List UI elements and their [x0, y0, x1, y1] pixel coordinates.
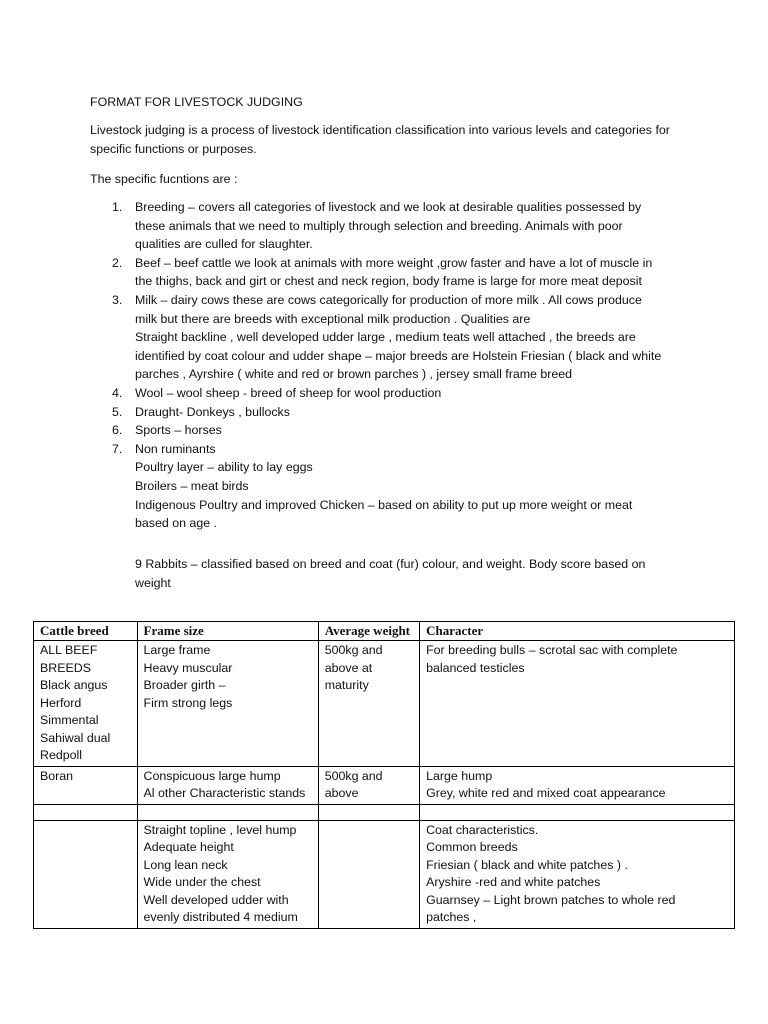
- header-average-weight: Average weight: [318, 622, 419, 641]
- function-text-line: based on age .: [135, 516, 217, 531]
- function-item: [90, 384, 690, 403]
- cell-text-line: Conspicuous large hump: [143, 768, 281, 783]
- cell-text-line: Simmental: [40, 713, 99, 727]
- cell-average-weight: [318, 804, 419, 820]
- header-character: Character: [420, 622, 735, 641]
- cell-frame-size: [137, 820, 318, 928]
- function-text-line: Sports – horses: [135, 423, 222, 438]
- cell-text-line: 500kg and: [324, 768, 383, 783]
- function-number: 6.: [112, 423, 123, 438]
- table-row: [34, 820, 735, 928]
- function-item: [90, 440, 690, 533]
- cell-text-line: For breeding bulls – scrotal sac with complete: [426, 643, 678, 657]
- cell-text-line: Broader girth –: [143, 678, 226, 692]
- cell-character: [420, 766, 735, 804]
- function-text-line: these animals that we need to multiply through selection and breeding. Animals with poor: [135, 218, 623, 233]
- cell-text-line: Common breeds: [426, 840, 518, 854]
- cell-cattle-breed: [34, 641, 138, 767]
- header-cattle-breed: Cattle breed: [34, 622, 138, 641]
- function-text-line: Poultry layer – ability to lay eggs: [135, 460, 313, 475]
- cell-text-line: Well developed udder with: [143, 892, 289, 907]
- cell-text-line: Herford: [40, 695, 82, 710]
- cell-text-line: Boran: [40, 768, 74, 783]
- function-item: [90, 254, 690, 291]
- function-text-line: qualities are culled for slaughter.: [135, 237, 313, 252]
- function-text-line: Milk – dairy cows these are cows categorically for production of more milk . All cows produce: [135, 292, 642, 307]
- function-item: [90, 403, 690, 422]
- cell-frame-size: [137, 766, 318, 804]
- cell-average-weight: [318, 641, 419, 767]
- cell-cattle-breed: [34, 804, 138, 820]
- cell-text-line: BREEDS: [40, 660, 91, 675]
- cell-text-line: Aryshire -red and white patches: [426, 875, 601, 889]
- cell-text-line: above: [324, 786, 359, 800]
- cell-text-line: Friesian ( black and white patches ) .: [426, 857, 628, 872]
- function-text-line: Non ruminants: [135, 441, 216, 456]
- function-text-line: milk but there are breeds with exceptional milk production . Qualities are: [135, 311, 531, 326]
- header-frame-size: Frame size: [137, 622, 318, 641]
- function-text-line: the thighs, back and girt or chest and neck region, body frame is large for more meat deposit: [135, 274, 642, 289]
- function-text-line: Broilers – meat birds: [135, 478, 249, 493]
- function-number: 1.: [112, 200, 123, 214]
- cell-text-line: evenly distributed 4 medium: [143, 910, 298, 924]
- cell-text-line: maturity: [324, 678, 369, 692]
- table-body: [34, 641, 735, 929]
- document-title: FORMAT FOR LIVESTOCK JUDGING: [90, 95, 303, 109]
- table-row: [34, 766, 735, 804]
- cell-text-line: Sahiwal dual: [40, 730, 111, 745]
- rabbits-paragraph: 9 Rabbits – classified based on breed and coat (fur) colour, and weight. Body score based on weight: [135, 557, 646, 590]
- cell-text-line: Coat characteristics.: [426, 822, 539, 837]
- cell-text-line: Heavy muscular: [143, 660, 233, 675]
- cell-text-line: Wide under the chest: [143, 875, 261, 889]
- cell-character: [420, 820, 735, 928]
- cell-text-line: balanced testicles: [426, 660, 525, 675]
- function-text-line: Beef – beef cattle we look at animals with more weight ,grow faster and have a lot of muscle in: [135, 255, 653, 270]
- cell-average-weight: [318, 766, 419, 804]
- function-number: 4.: [112, 385, 123, 400]
- cell-average-weight: [318, 820, 419, 928]
- cell-text-line: Grey, white red and mixed coat appearance: [426, 786, 666, 800]
- intro-paragraph: Livestock judging is a process of livestock identification classification into various levels and categories for specific functions or purposes.: [90, 123, 670, 156]
- cell-text-line: Firm strong legs: [143, 695, 233, 710]
- function-number: 2.: [112, 255, 123, 270]
- cell-text-line: Long lean neck: [143, 857, 228, 872]
- cell-text-line: above at: [324, 660, 373, 675]
- cell-text-line: Straight topline , level hump: [143, 822, 297, 837]
- cattle-breed-table: [33, 621, 735, 929]
- cell-text-line: patches ,: [426, 910, 477, 924]
- function-item: [90, 421, 690, 440]
- cell-character: [420, 804, 735, 820]
- cell-frame-size: [137, 641, 318, 767]
- function-text-line: Wool – wool sheep - breed of sheep for wool production: [135, 385, 442, 400]
- function-number: 3.: [112, 292, 123, 307]
- functions-heading: The specific fucntions are :: [90, 172, 238, 186]
- table-header-row: [34, 622, 735, 641]
- function-item: [90, 291, 690, 384]
- functions-list: [90, 198, 690, 533]
- cell-cattle-breed: [34, 820, 138, 928]
- table-row: [34, 641, 735, 767]
- cell-text-line: 500kg and: [324, 643, 383, 657]
- function-item: [90, 198, 690, 254]
- cell-text-line: Redpoll: [40, 748, 83, 762]
- cell-text-line: ALL BEEF: [40, 643, 98, 657]
- function-number: 5.: [112, 404, 123, 419]
- function-text-line: Straight backline , well developed udder large , medium teats well attached , the breeds are: [135, 330, 636, 345]
- function-text-line: identified by coat colour and udder shape – major breeds are Holstein Friesian ( black and white: [135, 348, 662, 363]
- function-number: 7.: [112, 441, 123, 456]
- cell-frame-size: [137, 804, 318, 820]
- table-row: [34, 804, 735, 820]
- cell-text-line: Guarnsey – Light brown patches to whole red: [426, 892, 676, 907]
- function-text-line: Indigenous Poultry and improved Chicken – based on ability to put up more weight or meat: [135, 497, 633, 512]
- cell-character: [420, 641, 735, 767]
- function-text-line: Breeding – covers all categories of livestock and we look at desirable qualities possessed by: [135, 200, 642, 214]
- function-text-line: parches , Ayrshire ( white and red or brown parches ) , jersey small frame breed: [135, 367, 573, 382]
- cell-cattle-breed: [34, 766, 138, 804]
- cell-text-line: Adequate height: [143, 840, 234, 854]
- cell-text-line: Black angus: [40, 678, 108, 692]
- cell-text-line: Large frame: [143, 643, 211, 657]
- function-text-line: Draught- Donkeys , bullocks: [135, 404, 290, 419]
- cell-text-line: Al other Characteristic stands: [143, 786, 306, 800]
- cell-text-line: Large hump: [426, 768, 493, 783]
